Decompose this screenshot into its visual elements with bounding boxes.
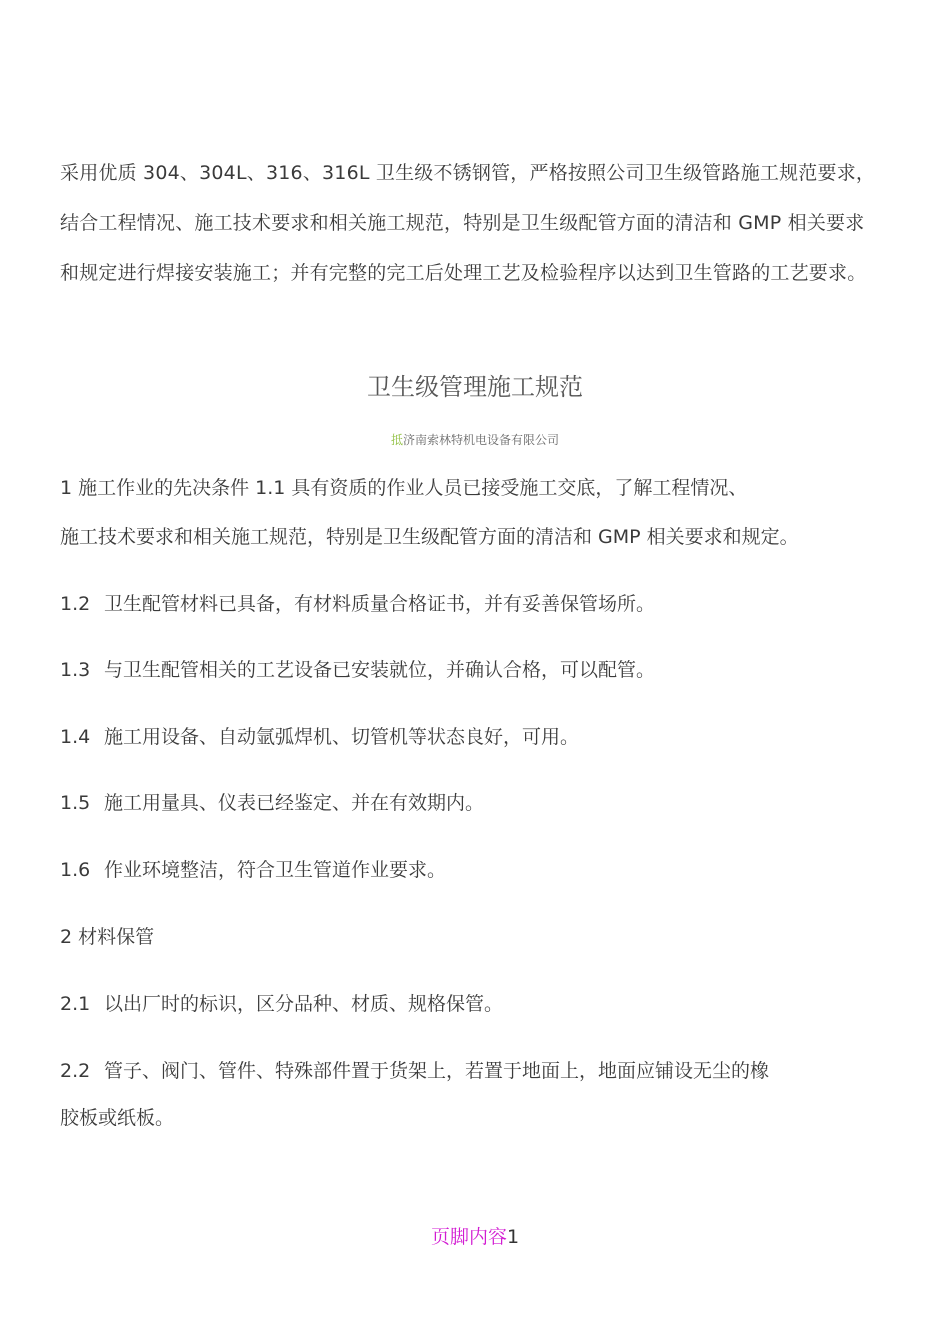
intro-line-1: 采用优质 304、304L、316、316L 卫生级不锈钢管，严格按照公司卫生级管路施工规范要求， <box>60 162 876 184</box>
intro-line-2: 结合工程情况、施工技术要求和相关施工规范，特别是卫生级配管方面的清洁和 GMP 相关要求 <box>60 212 865 234</box>
company-mark: 抵 <box>390 433 403 447</box>
list-item <box>60 861 446 880</box>
section1-line-2: 施工技术要求和相关施工规范，特别是卫生级配管方面的清洁和 GMP 相关要求和规定。 <box>60 526 799 548</box>
list-item-continuation: 胶板或纸板。 <box>60 1107 175 1129</box>
item-number: 1.4 <box>60 726 91 748</box>
item-number: 1.5 <box>60 792 91 814</box>
list-item <box>60 595 655 614</box>
company-name <box>0 431 950 448</box>
item-text: 与卫生配管相关的工艺设备已安装就位，并确认合格，可以配管。 <box>104 659 656 681</box>
item-number: 2.2 <box>60 1060 91 1082</box>
page-title: 卫生级管理施工规范 <box>367 373 583 401</box>
item-number: 1.3 <box>60 659 91 681</box>
item-text: 卫生配管材料已具备，有材料质量合格证书，并有妥善保管场所。 <box>104 593 656 615</box>
item-number: 1.6 <box>60 859 91 881</box>
item-number: 1.2 <box>60 593 91 615</box>
company-name-text: 济南索林特机电设备有限公司 <box>403 433 560 447</box>
list-item <box>60 661 655 680</box>
footer-label: 页脚内容 <box>430 1226 507 1248</box>
intro-line-3: 和规定进行焊接安装施工；并有完整的完工后处理工艺及检验程序以达到卫生管路的工艺要求。 <box>60 262 867 284</box>
page-footer <box>0 1222 950 1249</box>
item-text: 施工用设备、自动氩弧焊机、切管机等状态良好，可用。 <box>104 726 580 748</box>
section1-line-1: 1 施工作业的先决条件 1.1 具有资质的作业人员已接受施工交底，了解工程情况、 <box>60 477 748 499</box>
list-item <box>60 1062 769 1081</box>
list-item <box>60 995 503 1014</box>
list-item <box>60 728 579 747</box>
item-text: 以出厂时的标识，区分品种、材质、规格保管。 <box>104 993 504 1015</box>
item-text: 管子、阀门、管件、特殊部件置于货架上，若置于地面上，地面应铺设无尘的橡 <box>104 1060 770 1082</box>
section2-heading: 2 材料保管 <box>60 926 155 948</box>
list-item <box>60 794 484 813</box>
item-text: 作业环境整洁，符合卫生管道作业要求。 <box>104 859 447 881</box>
item-text: 施工用量具、仪表已经鉴定、并在有效期内。 <box>104 792 485 814</box>
page-number: 1 <box>506 1226 520 1248</box>
item-number: 2.1 <box>60 993 91 1015</box>
